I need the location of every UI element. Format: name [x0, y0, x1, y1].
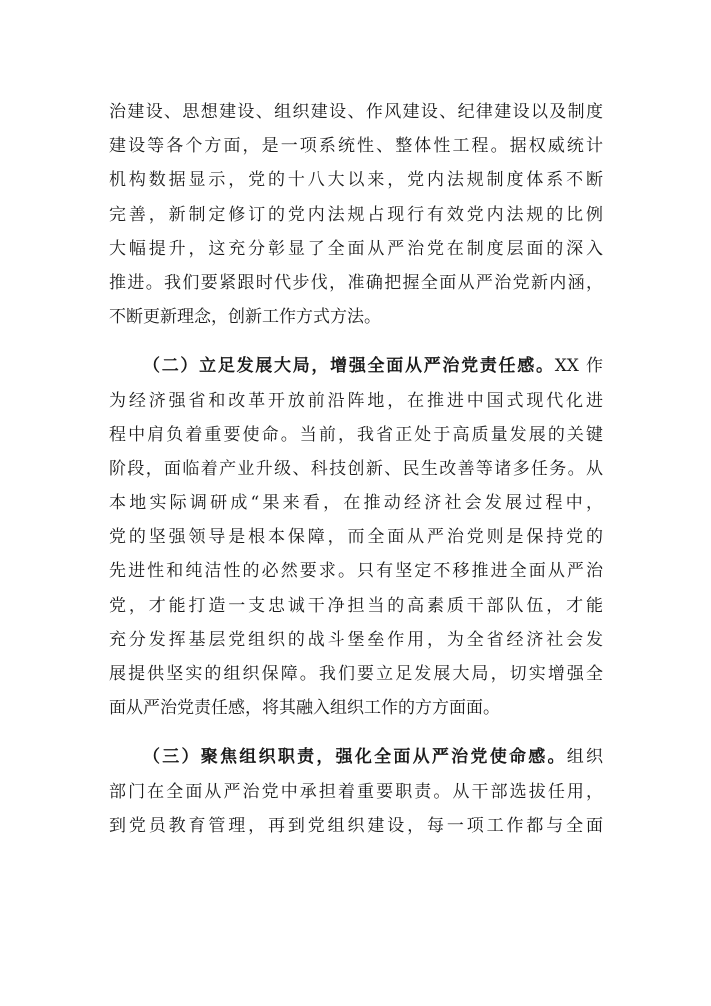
text-line: 机构数据显示，党的十八大以来，党内法规制度体系不断	[109, 170, 603, 191]
heading-line	[109, 740, 603, 774]
text-line: 阶段，面临着产业升级、科技创新、民生改善等诸多任务。从	[109, 458, 603, 479]
text-line: 到党员教育管理，再到党组织建设，每一项工作都与全面	[109, 815, 603, 836]
text-line: 党，才能打造一支忠诚干净担当的高素质干部队伍，才能	[109, 595, 603, 616]
text-line: 建设等各个方面，是一项系统性、整体性工程。据权威统计	[109, 136, 603, 157]
paragraph-2	[109, 349, 603, 725]
heading-line-rest: XX 作	[554, 356, 604, 377]
section-heading-2: （二）立足发展大局，增强全面从严治党责任感。	[143, 356, 555, 377]
text-line: 党的坚强领导是根本保障，而全面从严治党则是保持党的	[109, 527, 603, 548]
text-line: 大幅提升，这充分彰显了全面从严治党在制度层面的深入	[109, 238, 603, 259]
text-line: 治建设、思想建设、组织建设、作风建设、纪律建设以及制度	[109, 102, 603, 122]
heading-line-rest: 组织	[566, 747, 604, 768]
section-heading-3: （三）聚焦组织职责，强化全面从严治党使命感。	[143, 747, 567, 768]
text-line: 推进。我们要紧跟时代步伐，准确把握全面从严治党新内涵，	[109, 272, 603, 293]
text-line: 不断更新理念，创新工作方式方法。	[109, 307, 381, 328]
paragraph-3	[109, 740, 603, 843]
heading-line	[109, 349, 603, 383]
document-body	[109, 95, 603, 858]
text-line: 完善，新制定修订的党内法规占现行有效党内法规的比例	[109, 204, 603, 225]
text-line: 为经济强省和改革开放前沿阵地，在推进中国式现代化进	[109, 390, 603, 411]
text-line: 部门在全面从严治党中承担着重要职责。从干部选拔任用，	[109, 781, 603, 802]
text-line: 先进性和纯洁性的必然要求。只有坚定不移推进全面从严治	[109, 561, 603, 582]
text-line: 面从严治党责任感，将其融入组织工作的方方面面。	[109, 698, 500, 719]
text-line: 展提供坚实的组织保障。我们要立足发展大局，切实增强全	[109, 664, 603, 684]
text-line: 程中肩负着重要使命。当前，我省正处于高质量发展的关键	[109, 424, 603, 445]
text-line: 本地实际调研成“果来看，在推动经济社会发展过程中，	[109, 493, 603, 514]
text-line: 充分发挥基层党组织的战斗堡垒作用，为全省经济社会发	[109, 629, 603, 650]
paragraph-1	[109, 95, 603, 334]
